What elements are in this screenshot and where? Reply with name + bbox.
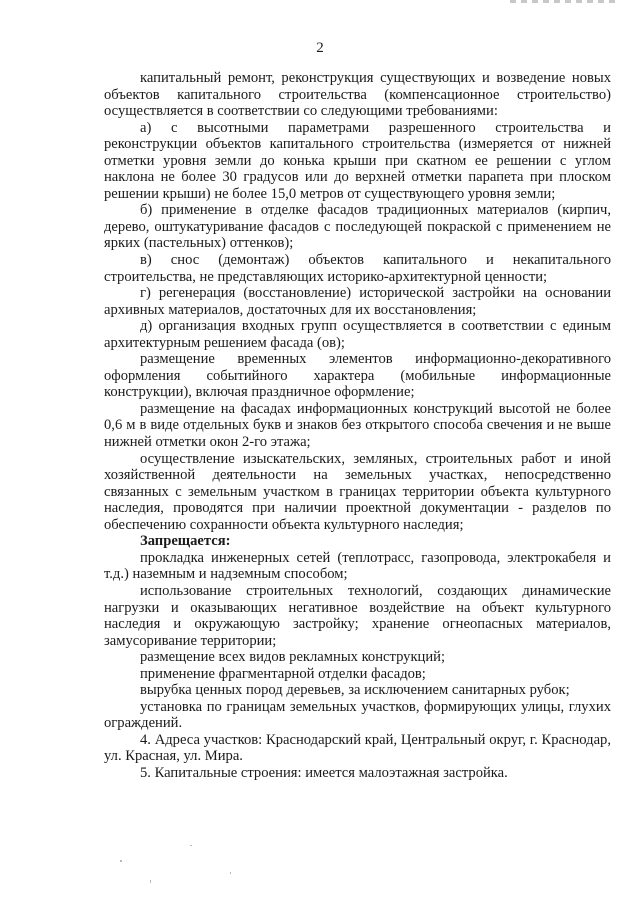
- paragraph: применение фрагментарной отделки фасадов;: [140, 665, 426, 682]
- paragraph: в) снос (демонтаж) объектов капитального и некапитального строительства, не представляющих историко-архитектурной ценности;: [104, 252, 611, 285]
- page-number: 2: [316, 40, 324, 56]
- scan-speck: [150, 880, 151, 883]
- paragraph: б) применение в отделке фасадов традиционных материалов (кирпич, дерево, оштукатуривание фасадов с последующей покраской с применением не ярких (пастельных) оттенков);: [104, 202, 611, 252]
- scan-speck: [230, 872, 231, 874]
- scan-artifact: [510, 0, 620, 3]
- paragraph: использование строительных технологий, создающих динамические нагрузки и оказывающих негативное воздействие на объект культурного наследия и окружающую застройку; хранение огнеопасных материалов, замусоривание территории;: [104, 582, 611, 649]
- paragraph: размещение временных элементов информационно-декоративного оформления событийного характера (мобильные информационные конструкции), включая праздничное оформление;: [104, 351, 611, 401]
- paragraph: размещение всех видов рекламных конструкций;: [140, 649, 446, 666]
- paragraph: прокладка инженерных сетей (теплотрасс, газопровода, электрокабеля и т.д.) наземным и надземным способом;: [104, 549, 611, 583]
- paragraph-addresses: 4. Адреса участков: Краснодарский край, Центральный округ, г. Краснодар, ул. Красная, ул. Мира.: [104, 731, 611, 765]
- paragraph: а) с высотными параметрами разрешенного строительства и реконструкции объектов капитального строительства (измеряется от нижней отметки уровня земли до конька крыши при скатном ее решении с углом наклона не более 30 градусов или до верхней отметки парапета при плоском решении крыши) не более 15,0 метров от существующего уровня земли;: [104, 119, 611, 202]
- paragraph: капитальный ремонт, реконструкция существующих и возведение новых объектов капитального строительства (компенсационное строительство) осуществляется в соответствии со следующими требованиями:: [104, 70, 611, 120]
- document-body: [104, 70, 611, 782]
- scan-speck: [190, 845, 192, 846]
- paragraph: установка по границам земельных участков, формирующих улицы, глухих ограждений.: [104, 698, 611, 732]
- paragraph: осуществление изыскательских, земляных, строительных работ и иной хозяйственной деятельности на земельных участках, непосредственно связанных с земельным участком в границах территории объекта культурного наследия, проводятся при наличии проектной документации - разделов по обеспечению сохранности объекта культурного наследия;: [104, 450, 611, 533]
- paragraph: д) организация входных групп осуществляется в соответствии с единым архитектурным решением фасада (ов);: [104, 318, 611, 351]
- paragraph-buildings: 5. Капитальные строения: имеется малоэтажная застройка.: [140, 764, 508, 781]
- paragraph: вырубка ценных пород деревьев, за исключением санитарных рубок;: [140, 682, 570, 699]
- paragraph: размещение на фасадах информационных конструкций высотой не более 0,6 м в виде отдельных букв и знаков без открытого способа свечения и не выше нижней отметки окон 2-го этажа;: [104, 400, 611, 451]
- section-heading-prohibited: Запрещается:: [140, 533, 231, 550]
- paragraph: г) регенерация (восстановление) исторической застройки на основании архивных материалов, достаточных для их восстановления;: [104, 285, 611, 318]
- scan-speck: [120, 860, 122, 862]
